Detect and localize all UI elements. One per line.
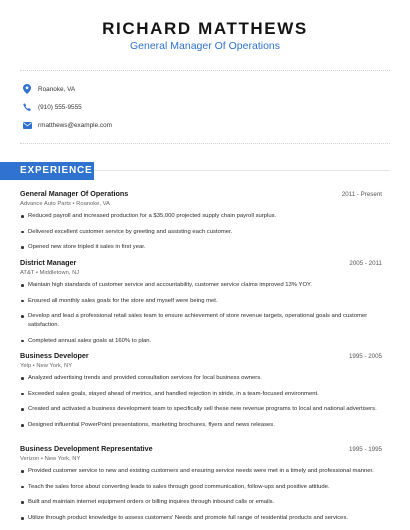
job-bullets <box>20 467 382 523</box>
job-entry <box>20 444 382 530</box>
bullet-item: Provided customer service to new and existing customers and ensuring service needs were met in a timely and professional manner. <box>20 467 382 476</box>
contact-email <box>22 118 112 132</box>
job-role: Business Developer <box>20 351 89 360</box>
experience-divider <box>94 170 390 171</box>
bullet-item: Designed influential PowerPoint presentations, marketing brochures, flyers and news releases. <box>20 421 382 430</box>
contact-phone <box>22 100 82 114</box>
job-dates: 2005 - 2011 <box>349 260 382 267</box>
candidate-name: RICHARD MATTHEWS <box>102 19 308 38</box>
job-bullets <box>20 374 382 430</box>
email-icon <box>22 120 32 130</box>
bullet-item: Created and activated a business development team to specifically sell these new revenue programs to local and national advertisers. <box>20 405 382 414</box>
job-company: Advance Auto Parts • Roanoke, VA <box>20 201 110 207</box>
job-dates: 1995 - 2005 <box>348 353 382 360</box>
bullet-item: Analyzed advertising trends and provided consultation services for local business owners. <box>20 374 382 383</box>
bullet-item: Teach the sales force about converting leads to sales through good communication, follow-ups and positive attitude. <box>20 483 382 492</box>
job-entry <box>20 189 382 259</box>
bullet-item: Exceeded sales goals, stayed ahead of metrics, and handled rejection in stride, in a team-focused environment. <box>20 390 382 399</box>
job-role: General Manager Of Operations <box>20 189 129 198</box>
contact-location-text: Roanoke, VA <box>38 85 76 93</box>
job-role: Business Development Representative <box>20 444 153 453</box>
contact-email-text: rmatthews@example.com <box>38 121 112 129</box>
bullet-item: Completed annual sales goals at 160% to plan. <box>20 337 382 346</box>
job-entry <box>20 258 382 353</box>
contact-phone-text: (910) 555-9555 <box>38 103 82 111</box>
job-company: AT&T • Middletown, NJ <box>20 270 80 276</box>
bullet-item: Opened new store tripled it sales in first year. <box>20 243 382 252</box>
bullet-item: Reduced payroll and increased production for a $35,000 projected supply chain payroll surplus. <box>20 212 382 221</box>
contact-top-divider <box>20 70 390 71</box>
bullet-item: Ensured all monthly sales goals for the store and myself were being met. <box>20 297 382 306</box>
job-entry <box>20 351 382 437</box>
job-dates: 1995 - 1995 <box>348 446 382 453</box>
bullet-item: Develop and lead a professional retail sales team to ensure achievement of store revenue targets, operational goals and customer satisfaction. <box>20 312 382 329</box>
job-role: District Manager <box>20 258 77 267</box>
job-company: Verizon • New York, NY <box>20 456 81 462</box>
job-dates: 2011 - Present <box>341 191 382 198</box>
job-bullets <box>20 212 382 252</box>
phone-icon <box>22 102 32 112</box>
bullet-item: Built and maintain internet equipment orders or billing inquires through inbound calls or emails. <box>20 498 382 507</box>
job-company: Yelp • New York, NY <box>20 363 73 369</box>
candidate-title: General Manager Of Operations <box>130 40 280 52</box>
experience-heading: EXPERIENCE <box>0 162 94 180</box>
bullet-item: Maintain high standards of customer service and accountability, customer service claims improved 13% YOY. <box>20 281 382 290</box>
bullet-item: Utilize through product knowledge to assess customers' Needs and promote full range of residential products and services. <box>20 514 382 523</box>
location-pin-icon <box>22 84 32 94</box>
contact-bottom-divider <box>20 143 390 144</box>
bullet-item: Delivered excellent customer service by greeting and assisting each customer. <box>20 228 382 237</box>
contact-location <box>22 82 75 96</box>
job-bullets <box>20 281 382 346</box>
